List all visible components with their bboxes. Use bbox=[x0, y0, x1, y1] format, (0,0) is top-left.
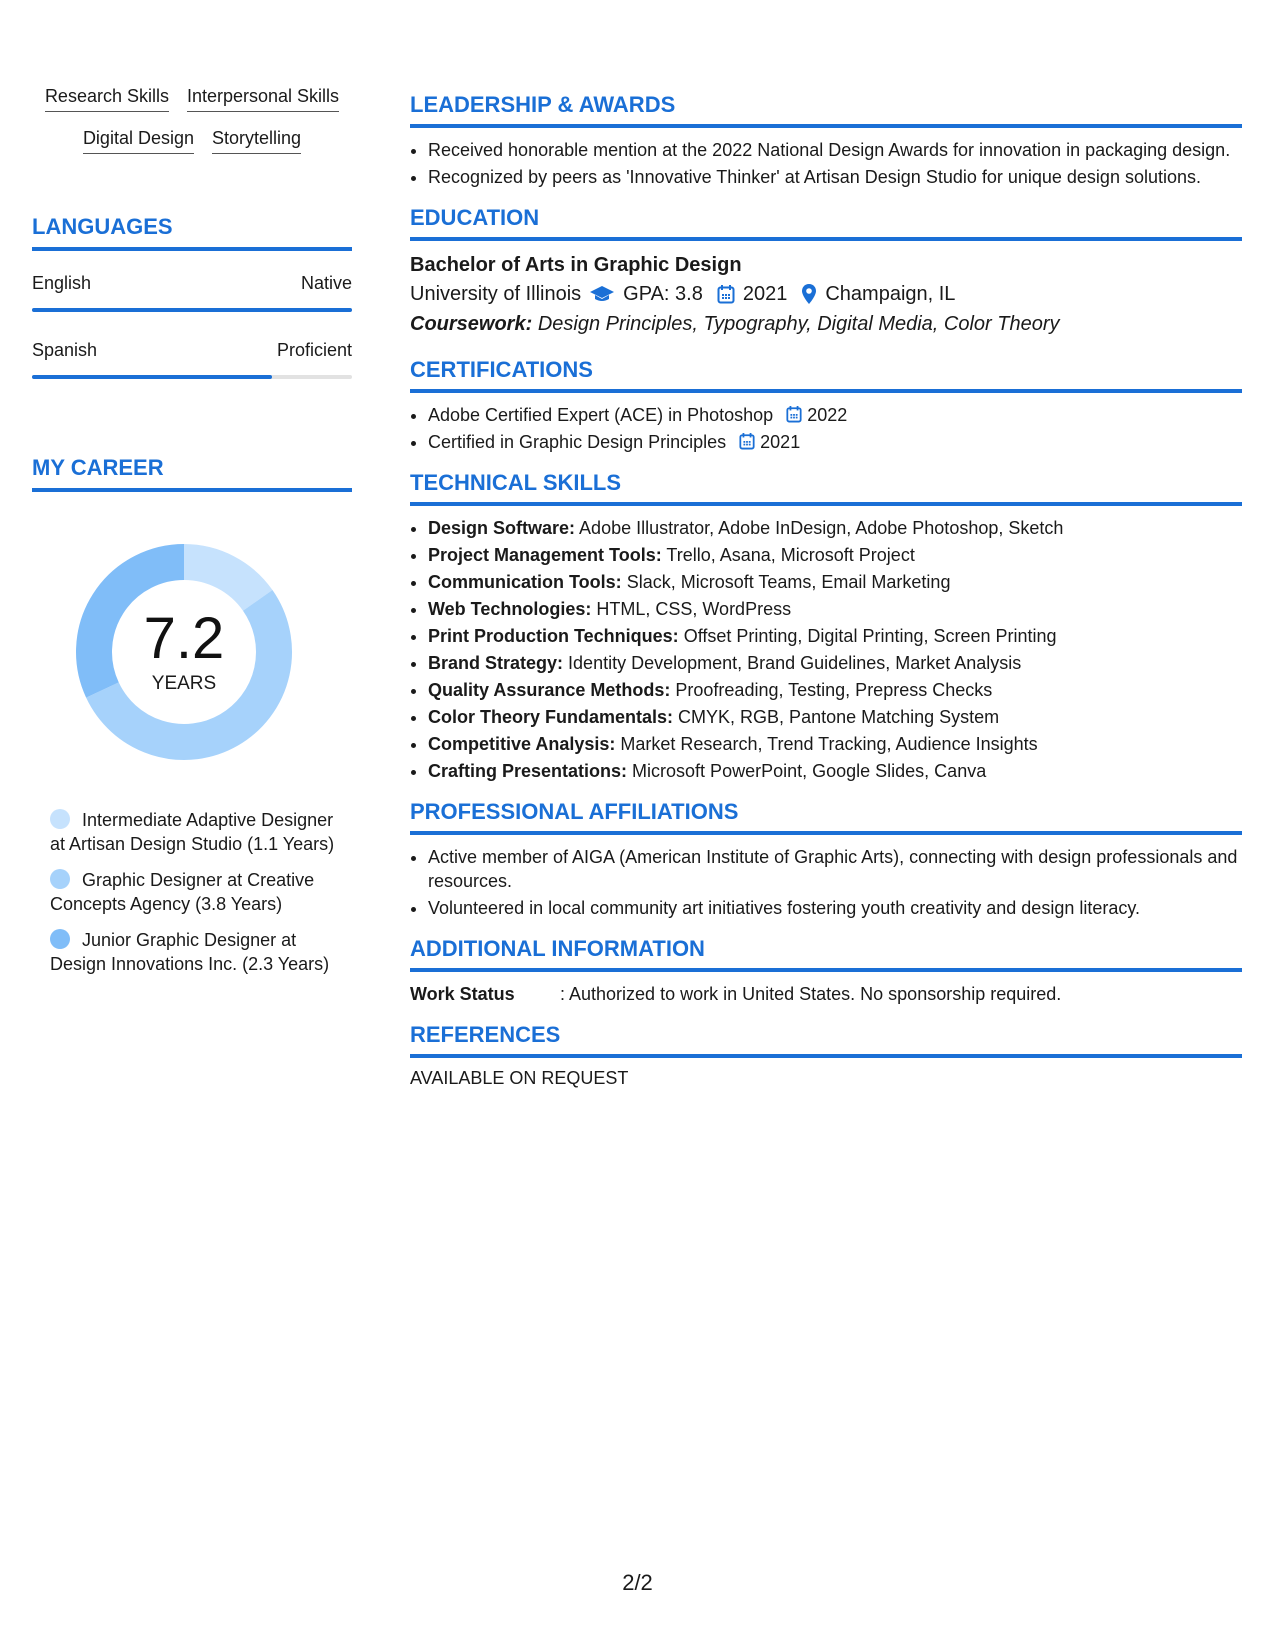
skill-category: Design Software: bbox=[428, 518, 576, 538]
technical-skills-title: TECHNICAL SKILLS bbox=[410, 470, 1242, 506]
language-row bbox=[32, 340, 352, 361]
skill-values: HTML, CSS, WordPress bbox=[596, 599, 792, 619]
languages-section bbox=[32, 214, 352, 379]
certifications-title: CERTIFICATIONS bbox=[410, 357, 1242, 393]
coursework-label: Coursework: bbox=[410, 313, 533, 335]
certification-year: 2022 bbox=[807, 405, 848, 425]
school-location: Champaign, IL bbox=[825, 283, 956, 305]
language-level: Native bbox=[300, 273, 352, 293]
references-title: REFERENCES bbox=[410, 1022, 1242, 1058]
list-item bbox=[428, 597, 1242, 621]
right-column bbox=[410, 92, 1242, 1105]
list-item bbox=[428, 651, 1242, 675]
skill-category: Competitive Analysis: bbox=[428, 734, 616, 754]
skill-tag: Digital Design bbox=[83, 126, 194, 154]
school-name: University of Illinois bbox=[410, 283, 582, 305]
leadership-list bbox=[410, 138, 1242, 189]
work-status-value: : Authorized to work in United States. No sponsorship required. bbox=[560, 984, 1062, 1004]
work-status-row bbox=[410, 982, 1242, 1006]
calendar-icon bbox=[739, 432, 755, 450]
calendar-icon bbox=[717, 284, 735, 304]
technical-skills-list bbox=[410, 516, 1242, 783]
language-row bbox=[32, 273, 352, 294]
career-legend-item bbox=[50, 868, 340, 916]
language-level: Proficient bbox=[276, 340, 352, 360]
list-item bbox=[428, 543, 1242, 567]
skill-category: Color Theory Fundamentals: bbox=[428, 707, 674, 727]
list-item: • Recognized by peers as 'Innovative Thinker' at Artisan Design Studio for unique design solutions. bbox=[428, 165, 1242, 189]
career-title: MY CAREER bbox=[32, 455, 352, 492]
career-donut-chart bbox=[64, 532, 304, 772]
skill-category: Brand Strategy: bbox=[428, 653, 564, 673]
list-item: • Active member of AIGA (American Institute of Graphic Arts), connecting with design professionals and resources. bbox=[428, 845, 1242, 893]
skill-values: Microsoft PowerPoint, Google Slides, Canva bbox=[632, 761, 987, 781]
coursework bbox=[410, 309, 1242, 339]
language-name: Spanish bbox=[32, 340, 98, 360]
coursework-value: Design Principles, Typography, Digital Media, Color Theory bbox=[537, 313, 1060, 335]
language-bar bbox=[32, 375, 352, 379]
affiliations-title: PROFESSIONAL AFFILIATIONS bbox=[410, 799, 1242, 835]
skill-values: Identity Development, Brand Guidelines, Market Analysis bbox=[568, 653, 1022, 673]
skill-values: Proofreading, Testing, Prepress Checks bbox=[675, 680, 993, 700]
education-section bbox=[410, 205, 1242, 339]
skill-tag: Research Skills bbox=[45, 84, 169, 112]
affiliations-list bbox=[410, 845, 1242, 920]
gpa: GPA: 3.8 bbox=[623, 283, 703, 305]
legend-dot bbox=[50, 809, 70, 829]
leadership-section bbox=[410, 92, 1242, 189]
skill-category: Quality Assurance Methods: bbox=[428, 680, 671, 700]
list-item bbox=[428, 732, 1242, 756]
leadership-title: LEADERSHIP & AWARDS bbox=[410, 92, 1242, 128]
skill-category: Print Production Techniques: bbox=[428, 626, 679, 646]
career-total: 7.2 bbox=[143, 606, 225, 671]
additional-info-title: ADDITIONAL INFORMATION bbox=[410, 936, 1242, 972]
education-title: EDUCATION bbox=[410, 205, 1242, 241]
career-section bbox=[32, 455, 352, 976]
references-text: AVAILABLE ON REQUEST bbox=[410, 1068, 629, 1088]
career-legend-item bbox=[50, 808, 340, 856]
skill-values: Slack, Microsoft Teams, Email Marketing bbox=[626, 572, 951, 592]
list-item: • Volunteered in local community art initiatives fostering youth creativity and design literacy. bbox=[428, 896, 1242, 920]
graduation-cap-icon bbox=[589, 284, 615, 304]
legend-dot bbox=[50, 929, 70, 949]
list-item bbox=[428, 430, 1242, 454]
page-number: 2/2 bbox=[622, 1570, 653, 1595]
language-bar-fill bbox=[32, 375, 272, 379]
technical-skills-section bbox=[410, 470, 1242, 783]
left-column bbox=[32, 84, 352, 988]
additional-info-section bbox=[410, 936, 1242, 1006]
career-legend-label: Intermediate Adaptive Designer at Artisan Design Studio (1.1 Years) bbox=[50, 810, 335, 854]
legend-dot bbox=[50, 869, 70, 889]
skill-values: Adobe Illustrator, Adobe InDesign, Adobe Photoshop, Sketch bbox=[579, 518, 1064, 538]
list-item: • Received honorable mention at the 2022 National Design Awards for innovation in packaging design. bbox=[428, 138, 1242, 162]
location-pin-icon bbox=[801, 283, 817, 305]
list-item bbox=[428, 516, 1242, 540]
career-legend-label: Junior Graphic Designer at Design Innovations Inc. (2.3 Years) bbox=[50, 930, 330, 974]
certification-name: Adobe Certified Expert (ACE) in Photoshop bbox=[428, 405, 774, 425]
graduation-year: 2021 bbox=[742, 283, 788, 305]
skill-values: Market Research, Trend Tracking, Audience Insights bbox=[620, 734, 1038, 754]
language-bar-fill bbox=[32, 308, 352, 312]
calendar-icon bbox=[786, 405, 802, 423]
career-unit: YEARS bbox=[151, 673, 217, 694]
certification-year: 2021 bbox=[760, 432, 801, 452]
career-legend-label: Graphic Designer at Creative Concepts Agency (3.8 Years) bbox=[50, 870, 315, 914]
skill-category: Web Technologies: bbox=[428, 599, 592, 619]
skill-values: CMYK, RGB, Pantone Matching System bbox=[678, 707, 1000, 727]
certification-name: Certified in Graphic Design Principles bbox=[428, 432, 727, 452]
work-status-label: Work Status bbox=[410, 984, 515, 1004]
degree: Bachelor of Arts in Graphic Design bbox=[410, 254, 742, 276]
certifications-section bbox=[410, 357, 1242, 454]
language-bar bbox=[32, 308, 352, 312]
affiliations-section bbox=[410, 799, 1242, 920]
list-item bbox=[428, 403, 1242, 427]
skill-category: Communication Tools: bbox=[428, 572, 622, 592]
skill-category: Crafting Presentations: bbox=[428, 761, 628, 781]
skill-values: Trello, Asana, Microsoft Project bbox=[666, 545, 915, 565]
list-item bbox=[428, 759, 1242, 783]
skill-values: Offset Printing, Digital Printing, Screen Printing bbox=[683, 626, 1057, 646]
skill-category: Project Management Tools: bbox=[428, 545, 662, 565]
skill-tag: Interpersonal Skills bbox=[187, 84, 339, 112]
skill-tag: Storytelling bbox=[212, 126, 301, 154]
education-details bbox=[410, 279, 1242, 309]
list-item bbox=[428, 570, 1242, 594]
list-item bbox=[428, 624, 1242, 648]
skill-tags bbox=[32, 84, 352, 154]
references-section bbox=[410, 1022, 1242, 1089]
career-legend-item bbox=[50, 928, 340, 976]
career-legend bbox=[50, 808, 340, 976]
certifications-list bbox=[410, 403, 1242, 454]
language-name: English bbox=[32, 273, 92, 293]
list-item bbox=[428, 705, 1242, 729]
list-item bbox=[428, 678, 1242, 702]
languages-title: LANGUAGES bbox=[32, 214, 352, 251]
